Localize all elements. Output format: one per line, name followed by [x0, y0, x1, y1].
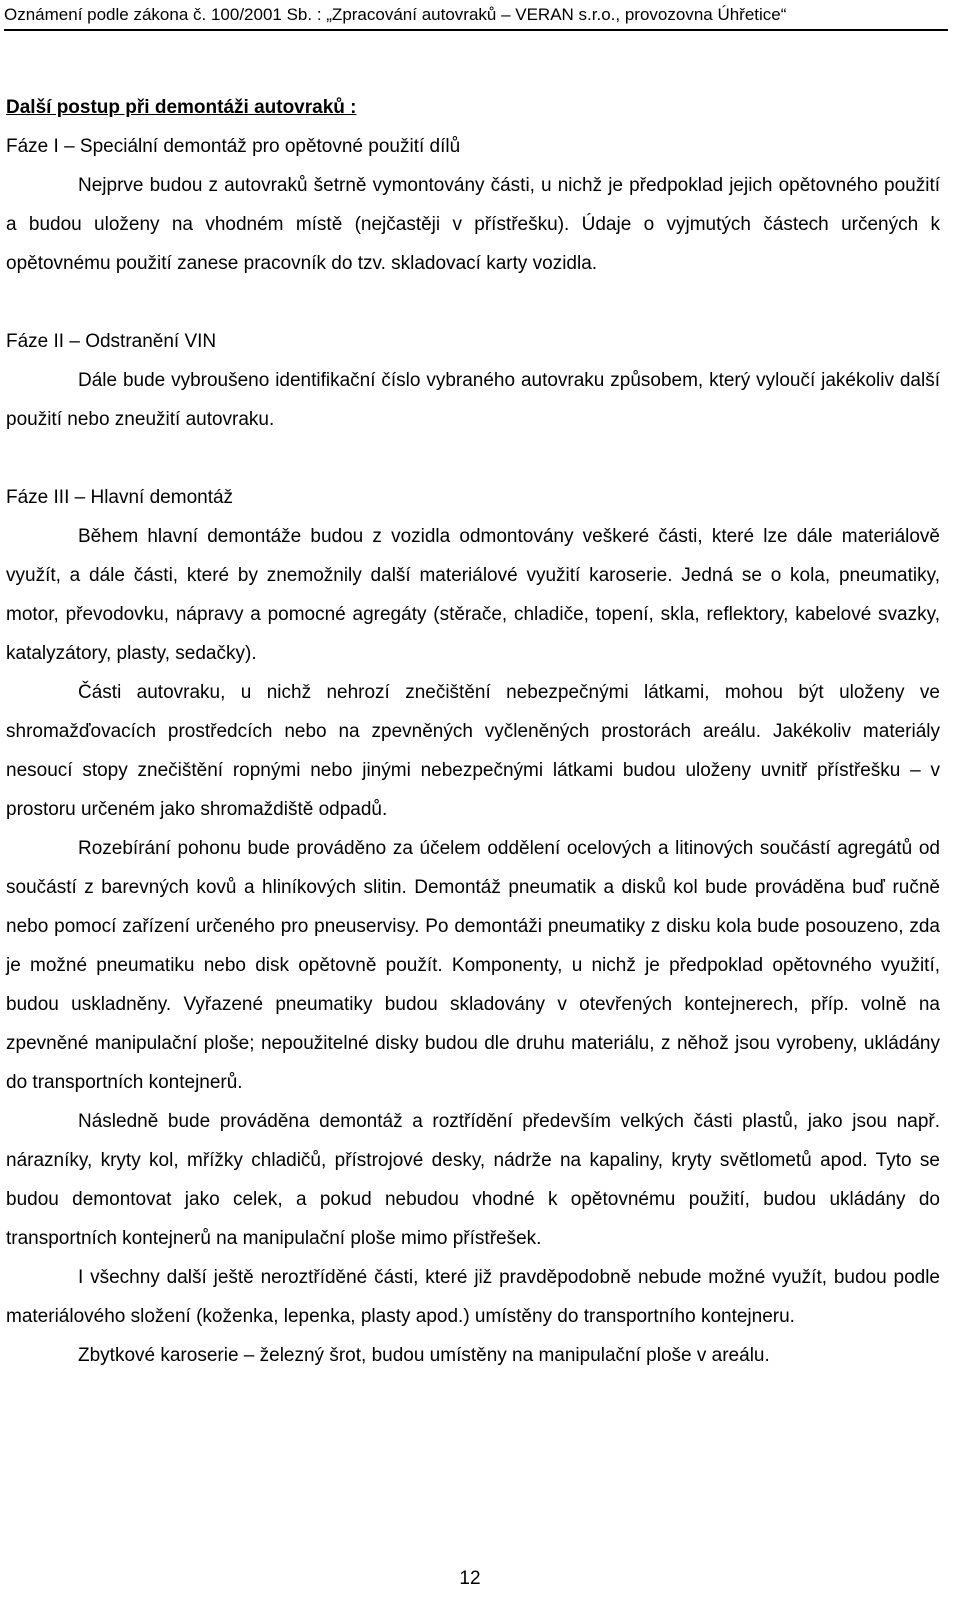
- phase-2-paragraph: Dále bude vybroušeno identifikační číslo vybraného autovraku způsobem, který vyloučí jakékoliv další použití nebo zneužití autovraku.: [6, 370, 940, 430]
- phase-3-title: Fáze III – Hlavní demontáž: [6, 487, 234, 508]
- document-body: [6, 88, 940, 1375]
- page-number: 12: [459, 1568, 481, 1589]
- phase-3-paragraph: Části autovraku, u nichž nehrozí znečištění nebezpečnými látkami, mohou být uloženy ve shromažďovacích prostředcích nebo na zpevněných vyčleněných prostorách areálu. Jakékoliv materiály nesoucí stopy znečištění ropnými nebo jinými nebezpečnými látkami budou uloženy uvnitř přístřešku – v prostoru určeném jako shromaždiště odpadů.: [6, 682, 940, 820]
- phase-2-title: Fáze II – Odstranění VIN: [6, 331, 217, 352]
- section-heading: Další postup při demontáži autovraků :: [6, 97, 357, 118]
- header-text: Oznámení podle zákona č. 100/2001 Sb. : „Zpracování autovraků – VERAN s.r.o., provozovna Úhřetice“: [4, 5, 787, 24]
- phase-1-title: Fáze I – Speciální demontáž pro opětovné použití dílů: [6, 136, 461, 157]
- phase-3-paragraph: Během hlavní demontáže budou z vozidla odmontovány veškeré části, které lze dále materiálově využít, a dále části, které by znemožnily další materiálové využití karoserie. Jedná se o kola, pneumatiky, motor, převodovku, nápravy a pomocné agregáty (stěrače, chladiče, topení, skla, reflektory, kabelové svazky, katalyzátory, plasty, sedačky).: [6, 526, 940, 664]
- phase-3-paragraph: Následně bude prováděna demontáž a roztřídění především velkých části plastů, jako jsou např. nárazníky, kryty kol, mřížky chladičů, přístrojové desky, nádrže na kapaliny, kryty světlometů apod. Tyto se budou demontovat jako celek, a pokud nebudou vhodné k opětovnému použití, budou ukládány do transportních kontejnerů na manipulační ploše mimo přístřešek.: [6, 1111, 940, 1249]
- header-rule: [4, 29, 948, 31]
- phase-3-paragraph: Zbytkové karoserie – železný šrot, budou umístěny na manipulační ploše v areálu.: [78, 1345, 770, 1366]
- phase-1-paragraph: Nejprve budou z autovraků šetrně vymontovány části, u nichž je předpoklad jejich opětovného použití a budou uloženy na vhodném místě (nejčastěji v přístřešku). Údaje o vyjmutých částech určených k opětovnému použití zanese pracovník do tzv. skladovací karty vozidla.: [6, 175, 940, 274]
- phase-3-paragraph: I všechny další ještě neroztříděné části, které již pravděpodobně nebude možné využít, budou podle materiálového složení (koženka, lepenka, plasty apod.) umístěny do transportního kontejneru.: [6, 1267, 940, 1327]
- page-header: [4, 4, 954, 26]
- phase-3-paragraph: Rozebírání pohonu bude prováděno za účelem oddělení ocelových a litinových součástí agregátů od součástí z barevných kovů a hliníkových slitin. Demontáž pneumatik a disků kol bude prováděna buď ručně nebo pomocí zařízení určeného pro pneuservisy. Po demontáži pneumatiky z disku kola bude posouzeno, zda je možné pneumatiku nebo disk opětovně použít. Komponenty, u nichž je předpoklad opětovného využití, budou uskladněny. Vyřazené pneumatiky budou skladovány v otevřených kontejnerech, příp. volně na zpevněné manipulační ploše; nepoužitelné disky budou dle druhu materiálu, z něhož jsou vyrobeny, ukládány do transportních kontejnerů.: [6, 838, 940, 1093]
